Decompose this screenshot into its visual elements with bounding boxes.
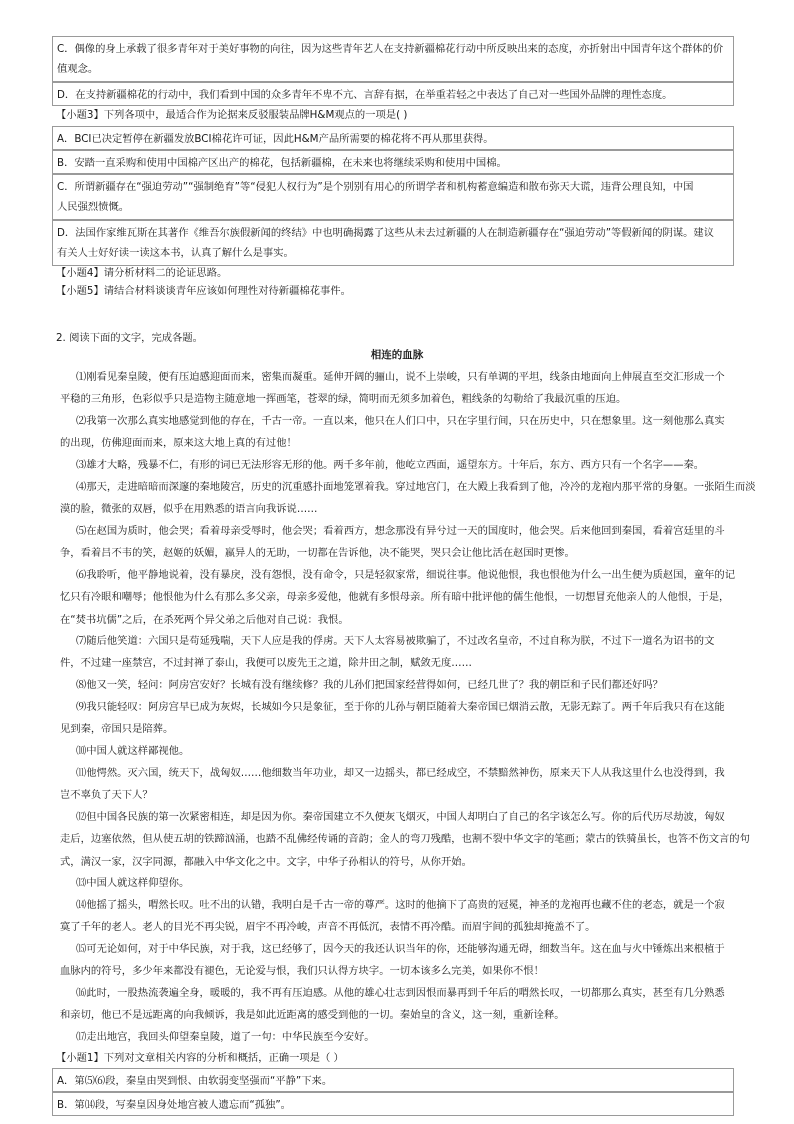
q3-option-d-line-1: D．法国作家维瓦斯在其著作《维吾尔族假新闻的终结》中也明确揭露了这些从未去过新疆的人在制造新疆存在“强迫劳动”等假新闻的阴谋。建议 <box>57 227 715 239</box>
paragraph-10 <box>60 740 738 762</box>
paragraph-7 <box>60 630 738 675</box>
paragraph-17-line-1: ⒄走出地宫，我回头仰望秦皇陵，道了一句：中华民族至今安好。 <box>76 1031 375 1043</box>
question-5: 【小题5】请结合材料谈谈青年应该如何理性对待新疆棉花事件。 <box>56 285 351 297</box>
paragraph-15-line-2: 血脉内的符号，多少年来都没有褪色，无论爱与恨，我们只认得方块字。一切本该多么完美，如果你不恨！ <box>60 965 544 978</box>
paragraph-9-line-2: 见到秦，帝国只是陪葬。 <box>60 723 174 736</box>
paragraph-14-line-2: 寞了千年的老人。老人的目光不再尖锐，眉宇不再冷峻，声音不再低沉，表情不再冷酷。而眉宇间的孤独却掩盖不了。 <box>60 921 596 934</box>
option-c-line-1: C．偶像的身上承载了很多青年对于美好事物的向往，因为这些青年艺人在支持新疆棉花行动中所反映出来的态度，亦折射出中国青年这个群体的价 <box>57 43 724 55</box>
paragraph-6-line-3: 在“焚书坑儒”之后，在杀死两个异父弟之后他对自己说：我恨。 <box>60 613 349 626</box>
paragraph-11 <box>60 762 738 807</box>
q3-option-b-box <box>52 150 734 174</box>
paragraph-14-line-1: ⒁他摇了摇头，喟然长叹。吐不出的认错，我明白是千古一帝的尊严。这时的他摘下了高贵的冠冕，神圣的龙袍再也藏不住的老态，就是一个寂 <box>76 899 725 911</box>
paragraph-6-line-2: 忆只有冷眼和嘲辱；他恨他为什么有那么多父亲，母亲多爱他，他就有多恨母亲。所有暗中批评他的儒生他恨，一切想冒充他亲人的人他恨，于是， <box>60 591 730 604</box>
option-d-line-1: D．在支持新疆棉花的行动中，我们看到中国的众多青年不卑不亢、言辞有据，在举重若轻之中表达了自己对一些国外品牌的理性态度。 <box>57 89 673 101</box>
paragraph-12 <box>60 806 750 873</box>
q3-option-c-box <box>52 174 734 220</box>
q3-option-c-line-2: 人民强烈愤慨。 <box>57 201 130 213</box>
question-4: 【小题4】请分析材料二的论证思路。 <box>56 267 228 279</box>
article-title: 相连的血脉 <box>370 349 424 361</box>
paragraph-10-line-1: ⑽中国人就这样鄙视他。 <box>76 745 190 757</box>
paragraph-7-line-2: 件，不过建一座禁宫，不过封禅了泰山，我便可以废先王之道，除井田之制，赋敛无度…… <box>60 657 472 670</box>
paragraph-1 <box>60 366 738 411</box>
paragraph-8-line-1: ⑻他又一笑，轻问：阿房宫安好？长城有没有继续修？我的儿孙们把国家经营得如何，已经几世了？我的朝臣和子民们都还好吗？ <box>76 679 663 691</box>
q1-option-a: A．第⑸⑹段，秦皇由哭到恨、由软弱变坚强而“平静”下来。 <box>57 1075 333 1087</box>
paragraph-12-line-3: 式，满汉一家，汉字同源，都融入中华文化之中。文字，中华子孙相认的符号，从你开始。 <box>60 855 472 868</box>
q1-option-b-box <box>52 1092 734 1116</box>
q3-option-d-line-2: 有关人士好好读一读这本书，认真了解什么是事实。 <box>57 247 294 259</box>
paragraph-12-line-1: ⑿但中国各民族的第一次紧密相连，却是因为你。秦帝国建立不久便灰飞烟灭，中国人却明白了自己的名字该怎么写。你的后代历尽劫波，匈奴 <box>76 811 725 823</box>
paragraph-5-line-2: 争，看着吕不韦的笑，赵姬的妖媚，嬴异人的无助，一切都在告诉他，决不能哭，哭只会让他比活在赵国时更惨。 <box>60 547 575 560</box>
paragraph-2-line-2: 的出现，仿佛迎面而来，原来这大地上真的有过他！ <box>60 437 297 450</box>
paragraph-6-line-1: ⑹我聆听，他平静地说着，没有暴戾，没有怨恨，没有命令，只是轻叙家常，细说往事。他说他恨，我也恨他为什么一出生便为质赵国，童年的记 <box>76 569 735 581</box>
question-1-stem: 【小题1】下列对文章相关内容的分析和概括，正确一项是（ ） <box>56 1052 344 1064</box>
q1-option-a-box <box>52 1068 734 1092</box>
paragraph-16-line-2: 和亲切，他已不是远距离的向我倾诉，我是如此近距离的感受到他的一切。秦始皇的含义，这一刻，重新诠释。 <box>60 1009 565 1022</box>
paragraph-7-line-1: ⑺随后他笑道：六国只是苟延残喘，天下人应是我的俘虏。天下人太容易被欺骗了，不过改名皇帝，不过自称为朕，不过下一道名为诏书的文 <box>76 635 715 647</box>
paragraph-12-line-2: 走后，边塞依然，但从使五胡的铁蹄汹涌，也踏不乱佛经传诵的音韵；金人的弯刀残酷，也割不裂中华文字的笔画；蒙古的铁骑虽长，也答不伤文言的句 <box>60 833 750 846</box>
paragraph-4 <box>60 476 756 521</box>
q3-option-c-line-1: C．所谓新疆存在“强迫劳动”“强制绝育”等“侵犯人权行为”是个别别有用心的所谓学者和机构蓄意编造和散布弥天大谎，违背公理良知，中国 <box>57 181 694 193</box>
paragraph-13-line-1: ⒀中国人就这样仰望你。 <box>76 877 190 889</box>
paragraph-14 <box>60 894 738 939</box>
paragraph-4-line-2: 漠的脸，微张的双唇，似乎在用熟悉的语言向我诉说…… <box>60 503 318 516</box>
question-3-stem: 【小题3】下列各项中，最适合作为论据来反驳服装品牌H&M观点的一项是( ) <box>56 109 408 121</box>
q1-option-b: B．第⒁段，写秦皇因身处地宫被人遗忘而“孤独”。 <box>57 1099 291 1111</box>
paragraph-11-line-2: 岂不辜负了天下人？ <box>60 789 153 802</box>
paragraph-2-line-1: ⑵我第一次那么真实地感觉到他的存在，千古一帝。一直以来，他只在人们口中，只在字里行间，只在历史中，只在想象里。这一刻他那么真实 <box>76 415 725 427</box>
paragraph-9 <box>60 696 738 741</box>
paragraph-16 <box>60 982 738 1027</box>
paragraph-8 <box>60 674 738 696</box>
paragraph-15-line-1: ⒂可无论如何，对于中华民族，对于我，这已经够了，因今天的我还认识当年的你，还能够沟通无碍，细数当年。这在血与火中锤炼出来根植于 <box>76 943 725 955</box>
section-2-intro: 2. 阅读下面的文字，完成各题。 <box>56 332 203 344</box>
paragraph-3-line-1: ⑶雄才大略，残暴不仁，有形的词已无法形容无形的他。两千多年前，他屹立西面，遥望东方。十年后，东方、西方只有一个名字——秦。 <box>76 459 705 471</box>
paragraph-3 <box>60 454 738 476</box>
paragraph-4-line-1: ⑷那天，走进暗暗而深邃的秦地陵宫，历史的沉重感扑面地笼罩着我。穿过地宫门，在大殿上我看到了他，冷冷的龙袍内那平常的身躯。一张陌生而淡 <box>76 481 756 493</box>
option-c-line-2: 值观念。 <box>57 63 99 75</box>
paragraph-1-line-2: 平稳的三角形，色彩似乎只是造物主随意地一挥画笔，苍翠的绿，简明而无须多加着色，粗线条的勾勒给了我最沉重的压迫。 <box>60 393 627 406</box>
paragraph-11-line-1: ⑾他愕然。灭六国，统天下，战匈奴……他细数当年功业，却又一边摇头，都已经成空，不禁黯然神伤，原来天下人从我这里什么也没得到，我 <box>76 767 725 779</box>
paragraph-9-line-1: ⑼我只能轻叹：阿房宫早已成为灰烬，长城如今只是象征，至于你的儿孙与朝臣随着大秦帝国已烟消云散，无影无踪了。两千年后我只有在这能 <box>76 701 725 713</box>
paragraph-6 <box>60 564 738 631</box>
paragraph-1-line-1: ⑴刚看见秦皇陵，便有压迫感迎面而来，密集而凝重。延伸开阔的骊山，说不上崇峻，只有单调的平坦，线条由地面向上伸展直至交汇形成一个 <box>76 371 725 383</box>
q3-option-d-box <box>52 220 734 266</box>
q3-option-b: B．安踏一直采购和使用中国棉产区出产的棉花，包括新疆棉，在未来也将继续采购和使用中国棉。 <box>57 157 507 169</box>
option-c-box <box>52 36 734 82</box>
paragraph-17 <box>60 1026 738 1048</box>
paragraph-5-line-1: ⑸在赵国为质时，他会哭；看着母亲受辱时，他会哭；看着西方，想念那没有异兮过一天的国度时，他会哭。后来他回到秦国，看着宫廷里的斗 <box>76 525 725 537</box>
paragraph-15 <box>60 938 738 983</box>
paragraph-5 <box>60 520 738 565</box>
paragraph-16-line-1: ⒃此时，一股热流袭遍全身，暖暖的，我不再有压迫感。从他的雄心壮志到因恨而暴再到千年后的喟然长叹，一切都那么真实，甚至有几分熟悉 <box>76 987 725 999</box>
q3-option-a: A．BCI已决定暂停在新疆发放BCI棉花许可证，因此H&M产品所需要的棉花将不再从那里获得。 <box>57 133 494 145</box>
option-d-box <box>52 82 734 106</box>
paragraph-2 <box>60 410 738 455</box>
q3-option-a-box <box>52 126 734 150</box>
paragraph-13 <box>60 872 738 894</box>
